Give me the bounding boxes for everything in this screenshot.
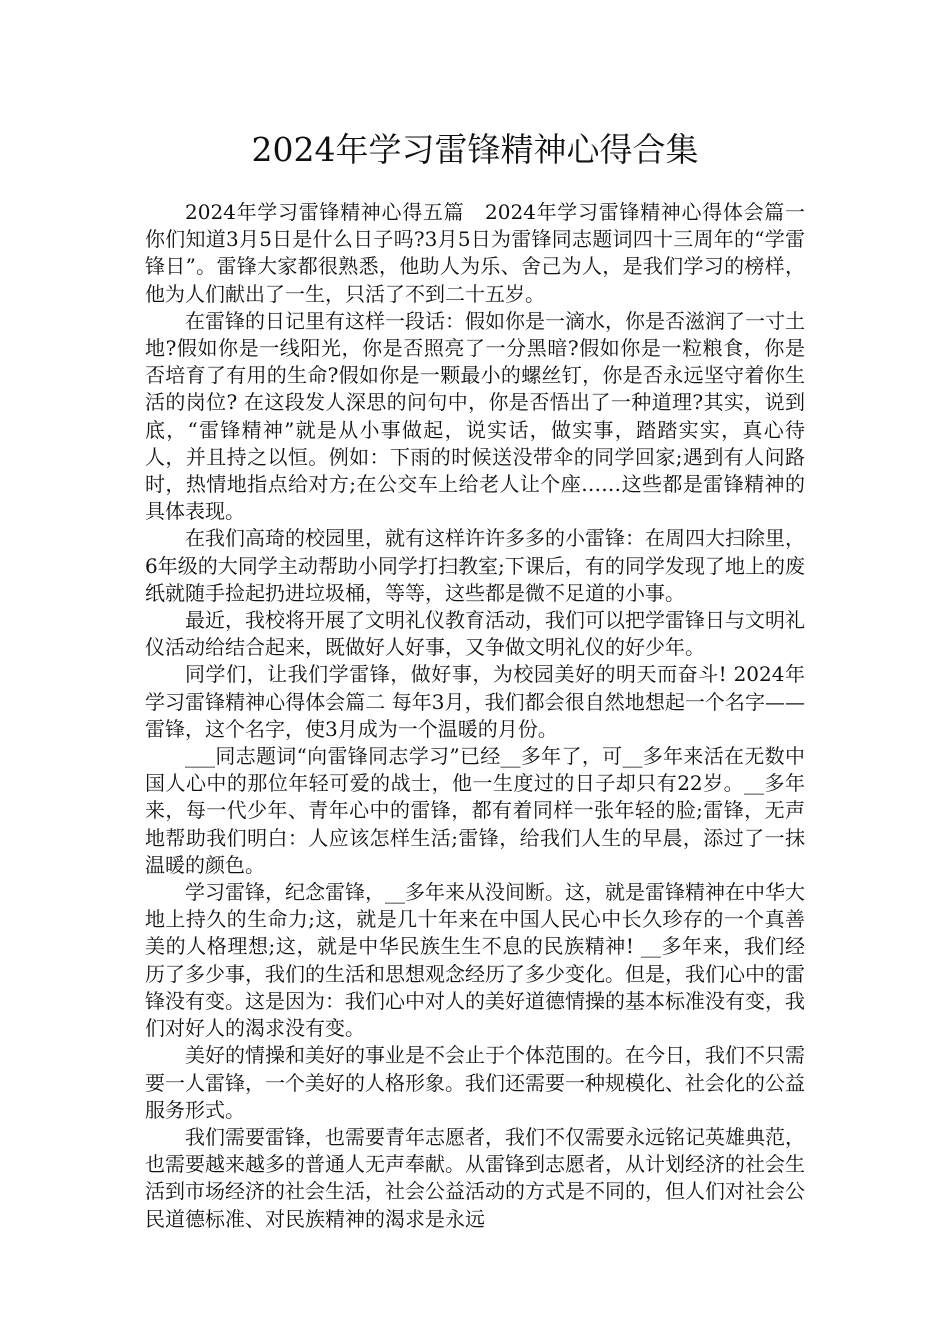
document-body: [145, 199, 805, 1233]
paragraph: ___同志题词“向雷锋同志学习”已经__多年了，可__多年来活在无数中国人心中的那位年轻可爱的战士，他一生度过的日子却只有22岁。__多年来，每一代少年、青年心中的雷锋，都有着同样一张年轻的脸;雷锋，无声地帮助我们明白：人应该怎样生活;雷锋，给我们人生的早晨，添过了一抹温暖的颜色。: [145, 744, 805, 877]
paragraph: 我们需要雷锋，也需要青年志愿者，我们不仅需要永远铭记英雄典范，也需要越来越多的普通人无声奉献。从雷锋到志愿者，从计划经济的社会生活到市场经济的社会生活，社会公益活动的方式是不同的，但人们对社会公民道德标准、对民族精神的渴求是永远: [145, 1124, 805, 1231]
paragraph: 在雷锋的日记里有这样一段话：假如你是一滴水，你是否滋润了一寸土地?假如你是一线阳光，你是否照亮了一分黑暗?假如你是一粒粮食，你是否培育了有用的生命?假如你是一颗最小的螺丝钉，你是否永远坚守着你生活的岗位? 在这段发人深思的问句中，你是否悟出了一种道理?其实，说到底，“雷锋精神”就是从小事做起，说实话，做实事，踏踏实实，真心待人，并且持之以恒。例如：下雨的时候送没带伞的同学回家;遇到有人问路时，热情地指点给对方;在公交车上给老人让个座……这些都是雷锋精神的具体表现。: [145, 308, 805, 524]
paragraph: 最近，我校将开展了文明礼仪教育活动，我们可以把学雷锋日与文明礼仪活动给结合起来，既做好人好事，又争做文明礼仪的好少年。: [145, 608, 805, 660]
paragraph: 美好的情操和美好的事业是不会止于个体范围的。在今日，我们不只需要一人雷锋，一个美好的人格形象。我们还需要一种规模化、社会化的公益服务形式。: [145, 1043, 805, 1122]
paragraph: 2024年学习雷锋精神心得五篇 2024年学习雷锋精神心得体会篇一 你们知道3月5日是什么日子吗?3月5日为雷锋同志题词四十三周年的“学雷锋日”。雷锋大家都很熟悉，他助人为乐、舍己为人，是我们学习的榜样，他为人们献出了一生，只活了不到二十五岁。: [145, 200, 805, 306]
paragraph: 同学们，让我们学雷锋，做好事，为校园美好的明天而奋斗! 2024年学习雷锋精神心得体会篇二 每年3月，我们都会很自然地想起一个名字——雷锋，这个名字，使3月成为一个温暖的月份。: [145, 662, 805, 741]
document-title: 2024年学习雷锋精神心得合集: [251, 130, 699, 169]
paragraph: 在我们高琦的校园里，就有这样许许多多的小雷锋：在周四大扫除里，6年级的大同学主动帮助小同学打扫教室;下课后，有的同学发现了地上的废纸就随手捡起扔进垃圾桶，等等，这些都是微不足道的小事。: [145, 526, 805, 605]
paragraph: 学习雷锋，纪念雷锋，__多年来从没间断。这，就是雷锋精神在中华大地上持久的生命力;这，就是几十年来在中国人民心中长久珍存的一个真善美的人格理想;这，就是中华民族生生不息的民族精神! __多年来，我们经历了多少事，我们的生活和思想观念经历了多少变化。但是，我们心中的雷锋没有变。这是因为：我们心中对人的美好道德情操的基本标准没有变，我们对好人的渴求没有变。: [145, 880, 805, 1041]
